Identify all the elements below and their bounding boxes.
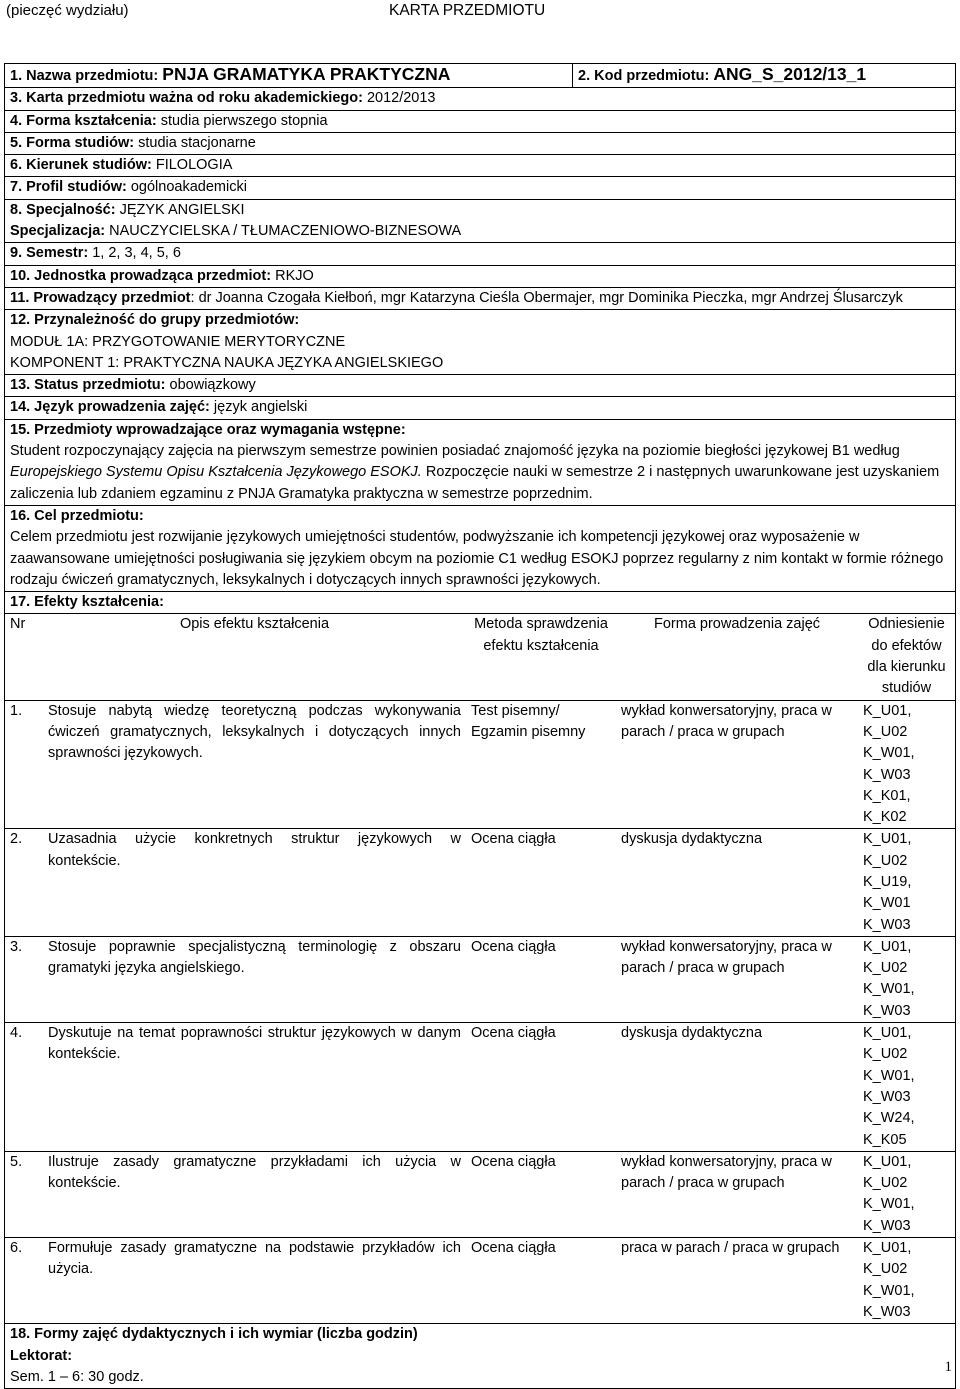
row-nr: 6. bbox=[5, 1238, 43, 1324]
row-form: praca w parach / praca w grupach bbox=[616, 1238, 858, 1324]
row-valid-from bbox=[5, 87, 955, 109]
row-reference: K_U01, K_U02 K_W01, K_W03 bbox=[858, 936, 955, 1022]
row-nr: 3. bbox=[5, 936, 43, 1022]
faculty-stamp-label: (pieczęć wydziału) bbox=[6, 2, 129, 19]
header-description: Opis efektu kształcenia bbox=[179, 616, 330, 633]
field-of-study-label: 6. Kierunek studiów: bbox=[10, 157, 152, 174]
specialization-value: NAUCZYCIELSKA / TŁUMACZENIOWO-BIZNESOWA bbox=[109, 223, 462, 240]
course-goal-label: 16. Cel przedmiotu: bbox=[10, 507, 144, 524]
row-method: Ocena ciągła bbox=[466, 829, 616, 936]
study-profile-label: 7. Profil studiów: bbox=[10, 179, 127, 196]
course-card bbox=[4, 63, 956, 1389]
education-form-label: 4. Forma kształcenia: bbox=[10, 112, 157, 129]
table-row bbox=[5, 1238, 955, 1324]
row-form: dyskusja dydaktyczna bbox=[616, 1023, 858, 1152]
row-nr: 4. bbox=[5, 1023, 43, 1152]
learning-outcomes-label: 17. Efekty kształcenia: bbox=[10, 594, 164, 611]
row-reference: K_U01, K_U02 K_W01, K_W03 K_K01, K_K02 bbox=[858, 700, 955, 829]
row-nr: 2. bbox=[5, 829, 43, 936]
row-semester bbox=[5, 242, 955, 264]
row-description: Stosuje poprawnie specjalistyczną terminologię z obszaru gramatyki języka angielskiego. bbox=[43, 936, 466, 1022]
header-reference: Odniesienie do efektów dla kierunku studiów bbox=[867, 616, 946, 697]
row-form: wykład konwersatoryjny, praca w parach / praca w grupach bbox=[616, 936, 858, 1022]
row-status bbox=[5, 374, 955, 396]
row-method: Test pisemny/ Egzamin pisemny bbox=[466, 700, 616, 829]
row-form: wykład konwersatoryjny, praca w parach / praca w grupach bbox=[616, 1151, 858, 1237]
table-row bbox=[5, 700, 955, 829]
course-name-value: PNJA GRAMATYKA PRAKTYCZNA bbox=[162, 64, 451, 84]
teachers-value: : dr Joanna Czogała Kiełboń, mgr Katarzyna Cieśla Obermajer, mgr Dominika Pieczka, mgr Andrzej Ślusarczyk bbox=[190, 289, 903, 306]
row-description: Formułuje zasady gramatyczne na podstawie przykładów ich użycia. bbox=[43, 1238, 466, 1324]
field-of-study-value: FILOLOGIA bbox=[155, 157, 233, 174]
row-reference: K_U01, K_U02 K_W01, K_W03 bbox=[858, 1151, 955, 1237]
row-field-of-study bbox=[5, 154, 955, 176]
row-course-goal bbox=[5, 505, 955, 591]
row-teachers bbox=[5, 287, 955, 309]
row-method: Ocena ciągła bbox=[466, 1023, 616, 1152]
row-specialty bbox=[5, 199, 955, 243]
row-description: Dyskutuje na temat poprawności struktur językowych w danym kontekście. bbox=[43, 1023, 466, 1152]
row-description: Ilustruje zasady gramatyczne przykładami ich użycia w kontekście. bbox=[43, 1151, 466, 1237]
row-reference: K_U01, K_U02 K_W01, K_W03 bbox=[858, 1238, 955, 1324]
row-reference: K_U01, K_U02 K_U19, K_W01 K_W03 bbox=[858, 829, 955, 936]
prerequisites-text-a: Student rozpoczynający zajęcia na pierwszym semestrze powinien posiadać znajomość języka na poziomie biegłości językowej B1 według bbox=[10, 443, 900, 460]
valid-from-label: 3. Karta przedmiotu ważna od roku akademickiego: bbox=[10, 90, 363, 107]
row-reference: K_U01, K_U02 K_W01, K_W03 K_W24, K_K05 bbox=[858, 1023, 955, 1152]
table-row bbox=[5, 829, 955, 936]
course-goal-text: Celem przedmiotu jest rozwijanie językowych umiejętności studentów, podwyższanie ich kompetencji językowej oraz wyposażenie w zaawansowane umiejętności posługiwania się językiem obcym na poziomie C1 według ESOKJ poprzez regularny z nim kontakt w formie różnego rodzaju ćwiczeń gramatycznych, leksykalnych i dotyczących innych sprawności językowych. bbox=[10, 529, 944, 588]
row-method: Ocena ciągła bbox=[466, 1151, 616, 1237]
row-unit bbox=[5, 265, 955, 287]
study-form-label: 5. Forma studiów: bbox=[10, 134, 135, 151]
row-education-form bbox=[5, 110, 955, 132]
table-row bbox=[5, 936, 955, 1022]
course-code-value: ANG_S_2012/13_1 bbox=[713, 64, 867, 84]
row-nr: 5. bbox=[5, 1151, 43, 1237]
row-language bbox=[5, 396, 955, 418]
teachers-label: 11. Prowadzący przedmiot bbox=[10, 289, 191, 306]
prerequisites-label: 15. Przedmioty wprowadzające oraz wymagania wstępne: bbox=[10, 421, 406, 438]
language-value: język angielski bbox=[213, 399, 308, 416]
row-nr: 1. bbox=[5, 700, 43, 829]
row-learning-outcomes bbox=[5, 591, 955, 613]
course-group-module: MODUŁ 1A: PRZYGOTOWANIE MERYTORYCZNE bbox=[10, 333, 346, 350]
unit-value: RKJO bbox=[275, 267, 314, 284]
specialty-label: 8. Specjalność: bbox=[10, 201, 116, 218]
page-number: 1 bbox=[944, 1359, 952, 1375]
learning-outcomes-table-wrap bbox=[5, 613, 955, 1323]
row-prerequisites bbox=[5, 419, 955, 505]
specialty-value: JĘZYK ANGIELSKI bbox=[119, 201, 245, 218]
course-name-label: 1. Nazwa przedmiotu: bbox=[10, 68, 159, 84]
row-description: Uzasadnia użycie konkretnych struktur językowych w kontekście. bbox=[43, 829, 466, 936]
row-form: dyskusja dydaktyczna bbox=[616, 829, 858, 936]
table-row bbox=[5, 1023, 955, 1152]
row-method: Ocena ciągła bbox=[466, 936, 616, 1022]
row-study-form bbox=[5, 132, 955, 154]
education-form-value: studia pierwszego stopnia bbox=[160, 112, 328, 129]
specialization-label: Specjalizacja: bbox=[10, 223, 106, 240]
header-method: Metoda sprawdzenia efektu kształcenia bbox=[474, 616, 608, 654]
status-label: 13. Status przedmiotu: bbox=[10, 377, 166, 394]
document-title: KARTA PRZEDMIOTU bbox=[389, 2, 546, 19]
valid-from-value: 2012/2013 bbox=[366, 90, 436, 107]
header-form: Forma prowadzenia zajęć bbox=[653, 616, 821, 633]
class-forms-value: Sem. 1 – 6: 30 godz. bbox=[10, 1368, 144, 1385]
unit-label: 10. Jednostka prowadząca przedmiot: bbox=[10, 267, 272, 284]
prerequisites-text-b: Rozpoczęcie nauki w semestrze 2 i następnych uwarunkowane jest uzyskaniem zaliczenia lub zdaniem egzaminu z PNJA Gramatyka praktyczna w semestrze poprzednim. bbox=[10, 464, 940, 502]
table-row bbox=[5, 1151, 955, 1237]
semester-label: 9. Semestr: bbox=[10, 245, 89, 262]
semester-value: 1, 2, 3, 4, 5, 6 bbox=[92, 245, 181, 262]
table-header-row bbox=[5, 614, 955, 700]
language-label: 14. Język prowadzenia zajęć: bbox=[10, 399, 210, 416]
row-description: Stosuje nabytą wiedzę teoretyczną podczas wykonywania ćwiczeń gramatycznych, leksykalnych i dotyczących innych sprawności językowych. bbox=[43, 700, 466, 829]
row-method: Ocena ciągła bbox=[466, 1238, 616, 1324]
row-form: wykład konwersatoryjny, praca w parach / praca w grupach bbox=[616, 700, 858, 829]
status-value: obowiązkowy bbox=[169, 377, 256, 394]
header-nr: Nr bbox=[10, 616, 26, 633]
class-forms-sub-label: Lektorat: bbox=[10, 1347, 73, 1364]
prerequisites-text bbox=[10, 441, 950, 505]
row-course-name bbox=[5, 64, 955, 87]
course-group-label: 12. Przynależność do grupy przedmiotów: bbox=[10, 312, 300, 329]
course-code-label: 2. Kod przedmiotu: bbox=[578, 68, 710, 84]
study-form-value: studia stacjonarne bbox=[138, 134, 256, 151]
study-profile-value: ogólnoakademicki bbox=[130, 179, 247, 196]
prerequisites-text-italic: Europejskiego Systemu Opisu Kształcenia Językowego ESOKJ. bbox=[10, 464, 422, 481]
row-course-group bbox=[5, 309, 955, 374]
row-class-forms bbox=[5, 1323, 955, 1388]
class-forms-label: 18. Formy zajęć dydaktycznych i ich wymiar (liczba godzin) bbox=[10, 1326, 418, 1343]
learning-outcomes-table bbox=[5, 614, 955, 1323]
course-group-component: KOMPONENT 1: PRAKTYCZNA NAUKA JĘZYKA ANGIELSKIEGO bbox=[10, 354, 444, 371]
row-study-profile bbox=[5, 176, 955, 198]
